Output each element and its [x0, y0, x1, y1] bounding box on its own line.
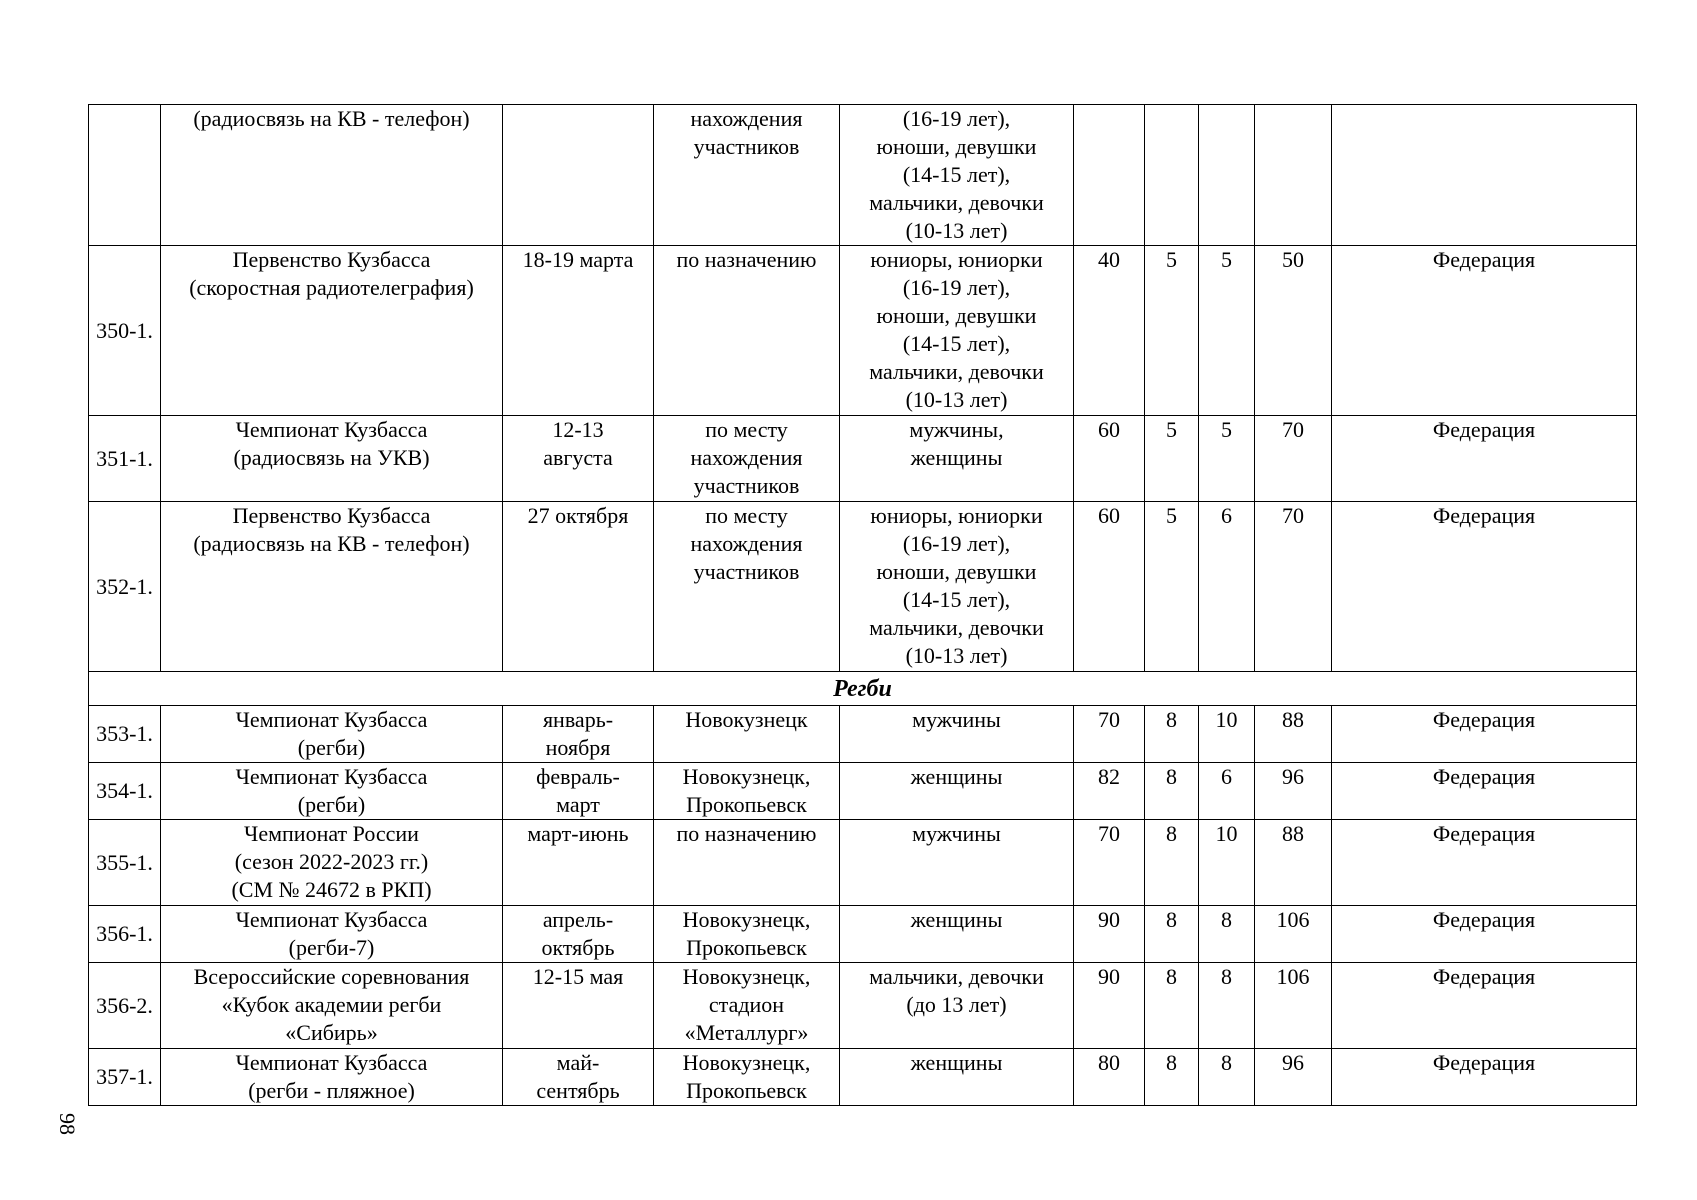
table-row	[89, 963, 1637, 1049]
cell-count-total: 88	[1255, 706, 1332, 763]
cell-organizer: Федерация	[1332, 763, 1637, 820]
cell-number: 351-1.	[89, 416, 161, 502]
cell-count-3: 5	[1199, 246, 1255, 416]
cell-organizer: Федерация	[1332, 963, 1637, 1049]
page-number: 98	[55, 1113, 80, 1135]
cell-dates: март-июнь	[503, 820, 654, 906]
cell-participants: (16-19 лет), юноши, девушки (14-15 лет), мальчики, девочки (10-13 лет)	[840, 105, 1074, 246]
cell-participants: женщины	[840, 906, 1074, 963]
cell-count-3: 10	[1199, 706, 1255, 763]
cell-count-total: 88	[1255, 820, 1332, 906]
cell-count-2: 8	[1145, 963, 1199, 1049]
cell-count-1: 70	[1074, 706, 1145, 763]
table-row-continuation	[89, 105, 1637, 246]
cell-place: по месту нахождения участников	[654, 502, 840, 672]
section-header-row	[89, 672, 1637, 706]
cell-number: 354-1.	[89, 763, 161, 820]
cell-count-2: 8	[1145, 820, 1199, 906]
cell-dates: апрель- октябрь	[503, 906, 654, 963]
cell-place: Новокузнецк, Прокопьевск	[654, 763, 840, 820]
cell-dates	[503, 105, 654, 246]
cell-count-1	[1074, 105, 1145, 246]
cell-count-2: 5	[1145, 246, 1199, 416]
cell-participants: мужчины	[840, 706, 1074, 763]
cell-count-3: 8	[1199, 1049, 1255, 1106]
cell-count-2: 8	[1145, 706, 1199, 763]
cell-count-3: 10	[1199, 820, 1255, 906]
table-row	[89, 416, 1637, 502]
cell-number	[89, 105, 161, 246]
cell-number: 356-1.	[89, 906, 161, 963]
cell-organizer	[1332, 105, 1637, 246]
cell-place: по назначению	[654, 820, 840, 906]
cell-count-1: 60	[1074, 416, 1145, 502]
cell-participants: мужчины	[840, 820, 1074, 906]
cell-dates: май- сентябрь	[503, 1049, 654, 1106]
cell-count-3: 8	[1199, 963, 1255, 1049]
cell-count-3	[1199, 105, 1255, 246]
cell-count-total	[1255, 105, 1332, 246]
cell-count-3: 6	[1199, 763, 1255, 820]
table-row	[89, 820, 1637, 906]
table-row	[89, 502, 1637, 672]
cell-participants: юниоры, юниорки (16-19 лет), юноши, девушки (14-15 лет), мальчики, девочки (10-13 лет)	[840, 502, 1074, 672]
cell-number: 350-1.	[89, 246, 161, 416]
cell-dates: 27 октября	[503, 502, 654, 672]
cell-count-1: 90	[1074, 906, 1145, 963]
cell-place: Новокузнецк, стадион «Металлург»	[654, 963, 840, 1049]
cell-organizer: Федерация	[1332, 706, 1637, 763]
cell-count-3: 6	[1199, 502, 1255, 672]
cell-event: Чемпионат России (сезон 2022-2023 гг.) (СМ № 24672 в РКП)	[161, 820, 503, 906]
cell-organizer: Федерация	[1332, 246, 1637, 416]
cell-number: 357-1.	[89, 1049, 161, 1106]
cell-count-total: 50	[1255, 246, 1332, 416]
cell-count-total: 96	[1255, 1049, 1332, 1106]
cell-place: Новокузнецк, Прокопьевск	[654, 906, 840, 963]
cell-event: Всероссийские соревнования «Кубок академии регби «Сибирь»	[161, 963, 503, 1049]
table-row	[89, 706, 1637, 763]
cell-event: Первенство Кузбасса (скоростная радиотелеграфия)	[161, 246, 503, 416]
cell-place: по месту нахождения участников	[654, 416, 840, 502]
cell-participants: юниоры, юниорки (16-19 лет), юноши, девушки (14-15 лет), мальчики, девочки (10-13 лет)	[840, 246, 1074, 416]
cell-count-total: 96	[1255, 763, 1332, 820]
cell-participants: женщины	[840, 763, 1074, 820]
cell-event: (радиосвязь на КВ - телефон)	[161, 105, 503, 246]
cell-count-1: 40	[1074, 246, 1145, 416]
cell-count-total: 106	[1255, 963, 1332, 1049]
cell-count-3: 8	[1199, 906, 1255, 963]
cell-count-1: 90	[1074, 963, 1145, 1049]
cell-place: Новокузнецк	[654, 706, 840, 763]
cell-place: по назначению	[654, 246, 840, 416]
cell-dates: февраль- март	[503, 763, 654, 820]
cell-count-2: 5	[1145, 416, 1199, 502]
cell-event: Чемпионат Кузбасса (регби)	[161, 763, 503, 820]
table-row	[89, 246, 1637, 416]
cell-event: Чемпионат Кузбасса (регби - пляжное)	[161, 1049, 503, 1106]
cell-number: 356-2.	[89, 963, 161, 1049]
cell-count-2: 5	[1145, 502, 1199, 672]
cell-dates: 18-19 марта	[503, 246, 654, 416]
cell-count-2: 8	[1145, 763, 1199, 820]
cell-count-total: 106	[1255, 906, 1332, 963]
table-row	[89, 1049, 1637, 1106]
cell-number: 353-1.	[89, 706, 161, 763]
cell-count-total: 70	[1255, 502, 1332, 672]
cell-dates: 12-15 мая	[503, 963, 654, 1049]
cell-count-total: 70	[1255, 416, 1332, 502]
cell-count-1: 60	[1074, 502, 1145, 672]
cell-count-3: 5	[1199, 416, 1255, 502]
cell-event: Чемпионат Кузбасса (регби-7)	[161, 906, 503, 963]
cell-participants: мужчины, женщины	[840, 416, 1074, 502]
cell-count-2: 8	[1145, 906, 1199, 963]
cell-organizer: Федерация	[1332, 502, 1637, 672]
cell-number: 352-1.	[89, 502, 161, 672]
cell-event: Чемпионат Кузбасса (радиосвязь на УКВ)	[161, 416, 503, 502]
table-row	[89, 763, 1637, 820]
cell-dates: январь- ноября	[503, 706, 654, 763]
cell-count-2: 8	[1145, 1049, 1199, 1106]
events-table	[88, 104, 1637, 1106]
cell-participants: женщины	[840, 1049, 1074, 1106]
cell-organizer: Федерация	[1332, 820, 1637, 906]
cell-count-1: 70	[1074, 820, 1145, 906]
cell-event: Чемпионат Кузбасса (регби)	[161, 706, 503, 763]
section-title: Регби	[89, 672, 1637, 706]
cell-participants: мальчики, девочки (до 13 лет)	[840, 963, 1074, 1049]
cell-organizer: Федерация	[1332, 1049, 1637, 1106]
cell-count-1: 80	[1074, 1049, 1145, 1106]
cell-event: Первенство Кузбасса (радиосвязь на КВ - телефон)	[161, 502, 503, 672]
cell-organizer: Федерация	[1332, 416, 1637, 502]
cell-count-2	[1145, 105, 1199, 246]
cell-count-1: 82	[1074, 763, 1145, 820]
cell-organizer: Федерация	[1332, 906, 1637, 963]
cell-number: 355-1.	[89, 820, 161, 906]
cell-dates: 12-13 августа	[503, 416, 654, 502]
table-row	[89, 906, 1637, 963]
cell-place: Новокузнецк, Прокопьевск	[654, 1049, 840, 1106]
cell-place: нахождения участников	[654, 105, 840, 246]
